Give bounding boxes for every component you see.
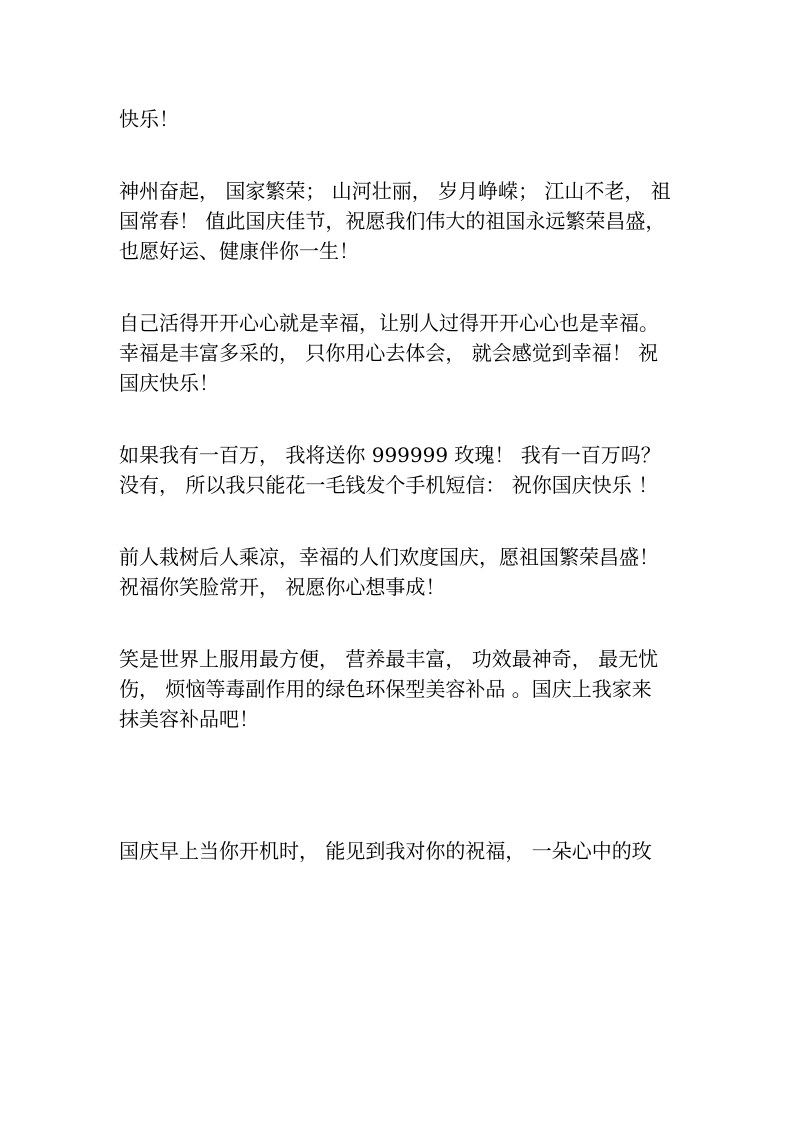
text-line: 笑是世界上服用最方便， 营养最丰富， 功效最神奇， 最无忧 <box>119 647 659 671</box>
text-line: 幸福是丰富多采的， 只你用心去体会， 就会感觉到幸福！ 祝 <box>119 341 659 365</box>
text-line: 伤， 烦恼等毒副作用的绿色环保型美容补品 。国庆上我家来 <box>119 677 652 701</box>
paragraph-spacer <box>119 398 679 440</box>
paragraph-spacer <box>119 602 679 644</box>
text-line: 快乐！ <box>119 107 179 131</box>
text-line: 抹美容补品吧！ <box>119 707 259 731</box>
text-line: 国常春！ 值此国庆佳节，祝愿我们伟大的祖国永远繁荣昌盛， <box>119 209 666 233</box>
text-line: 祝福你笑脸常开， 祝愿你心想事成！ <box>119 575 446 599</box>
text-line: 神州奋起， 国家繁荣； 山河壮丽， 岁月峥嵘； 江山不老， 祖 <box>119 179 671 203</box>
paragraph-spacer <box>119 734 679 836</box>
text-line: 也愿好运、健康伴你一生！ <box>119 239 359 263</box>
text-line: 国庆快乐！ <box>119 371 219 395</box>
paragraph-2 <box>119 176 679 266</box>
paragraph-spacer <box>119 134 679 176</box>
text-line: 前人栽树后人乘凉，幸福的人们欢度国庆，愿祖国繁荣昌盛！ <box>119 545 659 569</box>
paragraph-spacer <box>119 266 679 308</box>
paragraph-3 <box>119 308 679 398</box>
paragraph-spacer <box>119 500 679 542</box>
paragraph-7 <box>119 836 679 866</box>
text-line: 国庆早上当你开机时， 能见到我对你的祝福， 一朵心中的玫 <box>119 839 652 863</box>
paragraph-6 <box>119 644 679 734</box>
paragraph-5 <box>119 542 679 602</box>
text-line: 自己活得开开心心就是幸福，让别人过得开开心心也是幸福。 <box>119 311 659 335</box>
paragraph-4 <box>119 440 679 500</box>
paragraph-1 <box>119 104 679 134</box>
text-line: 没有， 所以我只能花一毛钱发个手机短信： 祝你国庆快乐 ！ <box>119 473 659 497</box>
document-body <box>119 104 679 866</box>
text-line: 如果我有一百万， 我将送你 999999 玫瑰！ 我有一百万吗？ <box>119 443 661 467</box>
